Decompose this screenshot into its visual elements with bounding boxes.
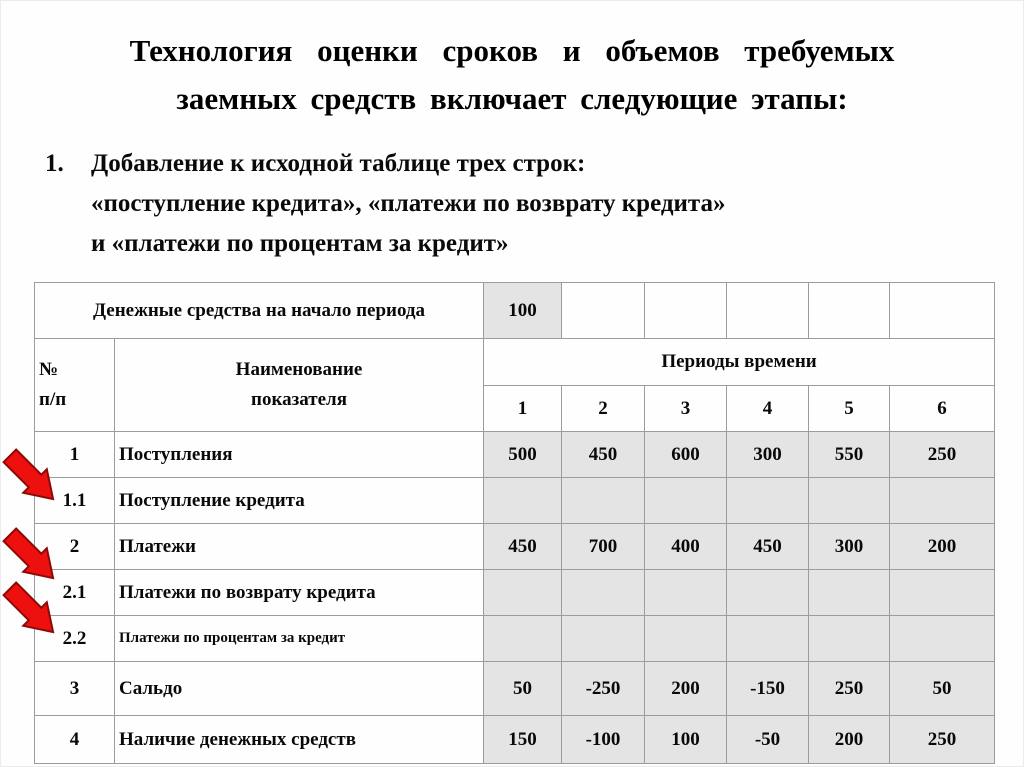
row-label: Наличие денежных средств (115, 716, 484, 764)
slide-title (25, 27, 999, 123)
value-cell (562, 616, 645, 662)
period-number: 5 (809, 386, 890, 432)
red-arrow-icon (2, 527, 59, 584)
column-header-periods: Периоды времени (484, 339, 995, 386)
period-number: 1 (484, 386, 562, 432)
value-cell (484, 478, 562, 524)
value-cell (645, 570, 727, 616)
row-number: 3 (35, 662, 115, 716)
value-cell: 150 (484, 716, 562, 764)
list-item-marker: 1. (45, 150, 64, 177)
value-cell (645, 616, 727, 662)
table-row (35, 716, 995, 764)
value-cell: 700 (562, 524, 645, 570)
row-number: 1 (35, 432, 115, 478)
empty-cell (727, 283, 809, 339)
row-number: 2.2 (35, 616, 115, 662)
table-header-row (35, 339, 995, 386)
value-cell (727, 616, 809, 662)
value-cell: 450 (727, 524, 809, 570)
row-number: 2.1 (35, 570, 115, 616)
header-name-line2: показателя (251, 389, 347, 410)
table-body (35, 432, 995, 764)
value-cell: 200 (645, 662, 727, 716)
table-row (35, 478, 995, 524)
row-number: 4 (35, 716, 115, 764)
header-num-line1: № (39, 359, 59, 380)
opening-balance-value: 100 (484, 283, 562, 339)
value-cell: 50 (484, 662, 562, 716)
list-line: Добавление к исходной таблице трех строк: (91, 150, 586, 177)
opening-balance-label: Денежные средства на начало периода (35, 283, 484, 339)
value-cell: 450 (484, 524, 562, 570)
row-number: 1.1 (35, 478, 115, 524)
value-cell: 250 (890, 716, 995, 764)
empty-cell (645, 283, 727, 339)
value-cell: 300 (809, 524, 890, 570)
value-cell (484, 570, 562, 616)
row-label: Платежи по процентам за кредит (115, 616, 484, 662)
table-row (35, 662, 995, 716)
table-row (35, 524, 995, 570)
red-arrow-icon (2, 581, 59, 638)
value-cell: -100 (562, 716, 645, 764)
value-cell: 100 (645, 716, 727, 764)
row-label: Сальдо (115, 662, 484, 716)
value-cell: 600 (645, 432, 727, 478)
value-cell: 200 (890, 524, 995, 570)
title-line-1: Технология оценки сроков и объемов требуемых (129, 33, 895, 68)
value-cell: 500 (484, 432, 562, 478)
value-cell: 200 (809, 716, 890, 764)
opening-balance-row (35, 283, 995, 339)
value-cell (484, 616, 562, 662)
table-row (35, 570, 995, 616)
table-row (35, 432, 995, 478)
value-cell: 250 (890, 432, 995, 478)
row-label: Поступление кредита (115, 478, 484, 524)
value-cell: 50 (890, 662, 995, 716)
red-arrow-icon (2, 448, 59, 505)
value-cell (890, 478, 995, 524)
value-cell (809, 570, 890, 616)
value-cell: -250 (562, 662, 645, 716)
empty-cell (562, 283, 645, 339)
value-cell (562, 478, 645, 524)
numbered-list-item (45, 144, 995, 264)
value-cell: 550 (809, 432, 890, 478)
column-header-name (115, 339, 484, 432)
value-cell (562, 570, 645, 616)
period-number: 4 (727, 386, 809, 432)
row-label: Поступления (115, 432, 484, 478)
empty-cell (809, 283, 890, 339)
column-header-number (35, 339, 115, 432)
value-cell: 250 (809, 662, 890, 716)
header-num-line2: п/п (39, 389, 67, 410)
value-cell: -150 (727, 662, 809, 716)
value-cell (727, 478, 809, 524)
value-cell: 450 (562, 432, 645, 478)
row-label: Платежи по возврату кредита (115, 570, 484, 616)
row-number: 2 (35, 524, 115, 570)
header-name-line1: Наименование (235, 359, 363, 380)
list-item-text (91, 144, 995, 264)
cashflow-table (34, 282, 995, 764)
value-cell (645, 478, 727, 524)
value-cell (809, 616, 890, 662)
period-number: 2 (562, 386, 645, 432)
list-line: «поступление кредита», «платежи по возврату кредита» (91, 190, 726, 217)
list-line: и «платежи по процентам за кредит» (91, 230, 509, 257)
empty-cell (890, 283, 995, 339)
table-row (35, 616, 995, 662)
value-cell (890, 570, 995, 616)
title-line-2: заемных средств включает следующие этапы: (176, 81, 848, 116)
row-label: Платежи (115, 524, 484, 570)
value-cell (727, 570, 809, 616)
value-cell (890, 616, 995, 662)
value-cell (809, 478, 890, 524)
value-cell: -50 (727, 716, 809, 764)
period-number: 6 (890, 386, 995, 432)
period-number: 3 (645, 386, 727, 432)
value-cell: 400 (645, 524, 727, 570)
value-cell: 300 (727, 432, 809, 478)
